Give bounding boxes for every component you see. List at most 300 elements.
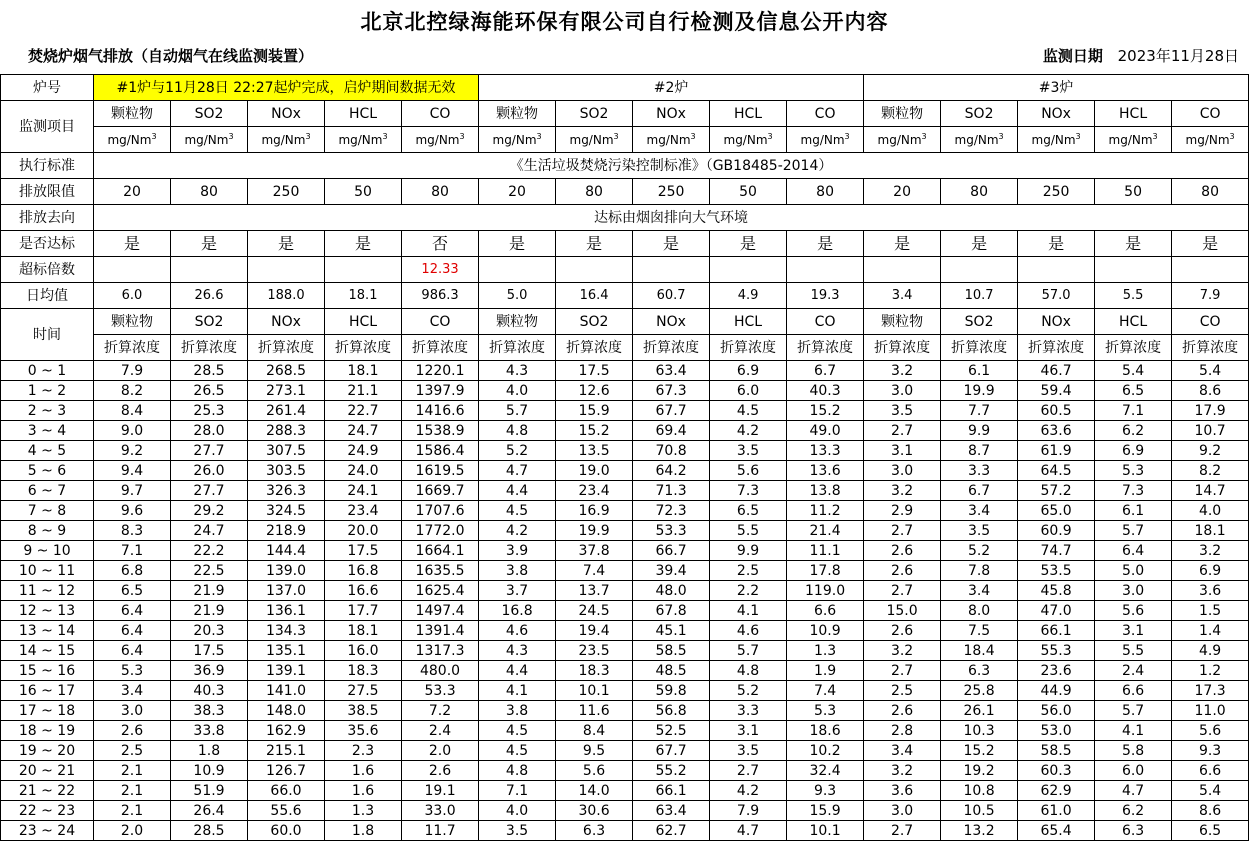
data-cell: 8.2 bbox=[1172, 461, 1249, 481]
data-cell: 71.3 bbox=[633, 481, 710, 501]
data-cell: 33.8 bbox=[171, 721, 248, 741]
data-cell: 21.4 bbox=[787, 521, 864, 541]
time-pollutant-name: CO bbox=[787, 309, 864, 335]
data-cell: 6.5 bbox=[1172, 821, 1249, 841]
data-cell: 1586.4 bbox=[402, 441, 479, 461]
unit-text: mg/Nm bbox=[1031, 132, 1076, 147]
daily-avg-value: 10.7 bbox=[941, 283, 1018, 309]
data-cell: 46.7 bbox=[1018, 361, 1095, 381]
data-cell: 480.0 bbox=[402, 661, 479, 681]
table-row bbox=[1, 601, 1249, 621]
time-pollutant-name: CO bbox=[402, 309, 479, 335]
data-cell: 69.4 bbox=[633, 421, 710, 441]
data-cell: 2.7 bbox=[864, 581, 941, 601]
unit-text: mg/Nm bbox=[646, 132, 691, 147]
data-cell: 2.7 bbox=[864, 661, 941, 681]
data-cell: 5.4 bbox=[1172, 781, 1249, 801]
data-cell: 9.0 bbox=[94, 421, 171, 441]
data-cell: 53.5 bbox=[1018, 561, 1095, 581]
compliance-value: 是 bbox=[1095, 231, 1172, 257]
pollutant-name: HCL bbox=[325, 101, 402, 127]
data-cell: 5.2 bbox=[479, 441, 556, 461]
data-cell: 3.7 bbox=[479, 581, 556, 601]
limit-value: 250 bbox=[633, 179, 710, 205]
data-cell: 1397.9 bbox=[402, 381, 479, 401]
unit-superscript: 3 bbox=[998, 131, 1004, 141]
compliance-value: 是 bbox=[1018, 231, 1095, 257]
exceed-value bbox=[171, 257, 248, 283]
data-cell: 24.7 bbox=[325, 421, 402, 441]
data-cell: 15.2 bbox=[787, 401, 864, 421]
limit-value: 250 bbox=[248, 179, 325, 205]
label-furnace: 炉号 bbox=[1, 75, 94, 101]
data-cell: 2.5 bbox=[710, 561, 787, 581]
time-range: 23 ~ 24 bbox=[1, 821, 94, 841]
label-compliant: 是否达标 bbox=[1, 231, 94, 257]
pollutant-name: NOx bbox=[633, 101, 710, 127]
data-cell: 18.6 bbox=[787, 721, 864, 741]
data-cell: 16.0 bbox=[325, 641, 402, 661]
daily-avg-value: 7.9 bbox=[1172, 283, 1249, 309]
data-cell: 1669.7 bbox=[402, 481, 479, 501]
data-cell: 26.1 bbox=[941, 701, 1018, 721]
data-cell: 6.0 bbox=[710, 381, 787, 401]
compliance-value: 否 bbox=[402, 231, 479, 257]
table-row bbox=[1, 361, 1249, 381]
time-pollutant-name: CO bbox=[1172, 309, 1249, 335]
time-range: 14 ~ 15 bbox=[1, 641, 94, 661]
data-cell: 3.4 bbox=[941, 581, 1018, 601]
label-direction: 排放去向 bbox=[1, 205, 94, 231]
standard-row bbox=[1, 153, 1249, 179]
data-cell: 1664.1 bbox=[402, 541, 479, 561]
compliance-value: 是 bbox=[710, 231, 787, 257]
daily-average-row bbox=[1, 283, 1249, 309]
data-cell: 55.6 bbox=[248, 801, 325, 821]
data-cell: 7.3 bbox=[710, 481, 787, 501]
data-cell: 26.0 bbox=[171, 461, 248, 481]
compliance-value: 是 bbox=[479, 231, 556, 257]
data-cell: 26.5 bbox=[171, 381, 248, 401]
data-cell: 8.4 bbox=[94, 401, 171, 421]
daily-avg-value: 986.3 bbox=[402, 283, 479, 309]
data-cell: 18.3 bbox=[556, 661, 633, 681]
daily-avg-value: 4.9 bbox=[710, 283, 787, 309]
data-cell: 1538.9 bbox=[402, 421, 479, 441]
table-row bbox=[1, 461, 1249, 481]
label-time: 时间 bbox=[1, 309, 94, 361]
data-cell: 4.2 bbox=[710, 781, 787, 801]
data-cell: 15.9 bbox=[556, 401, 633, 421]
data-cell: 66.0 bbox=[248, 781, 325, 801]
unit-text: mg/Nm bbox=[492, 132, 537, 147]
limit-value: 50 bbox=[1095, 179, 1172, 205]
data-cell: 22.7 bbox=[325, 401, 402, 421]
unit-superscript: 3 bbox=[305, 131, 311, 141]
data-cell: 45.1 bbox=[633, 621, 710, 641]
data-cell: 3.2 bbox=[864, 361, 941, 381]
converted-label-row bbox=[1, 335, 1249, 361]
data-cell: 6.3 bbox=[556, 821, 633, 841]
compliance-value: 是 bbox=[864, 231, 941, 257]
limit-value: 80 bbox=[556, 179, 633, 205]
data-cell: 5.6 bbox=[1095, 601, 1172, 621]
data-cell: 66.1 bbox=[633, 781, 710, 801]
data-cell: 4.6 bbox=[710, 621, 787, 641]
limit-value: 50 bbox=[325, 179, 402, 205]
data-cell: 6.8 bbox=[94, 561, 171, 581]
data-cell: 3.2 bbox=[1172, 541, 1249, 561]
daily-avg-value: 6.0 bbox=[94, 283, 171, 309]
data-cell: 47.0 bbox=[1018, 601, 1095, 621]
data-cell: 74.7 bbox=[1018, 541, 1095, 561]
time-range: 21 ~ 22 bbox=[1, 781, 94, 801]
data-cell: 5.7 bbox=[479, 401, 556, 421]
data-cell: 18.3 bbox=[325, 661, 402, 681]
data-cell: 13.3 bbox=[787, 441, 864, 461]
label-monitor-item: 监测项目 bbox=[1, 101, 94, 153]
limit-value: 20 bbox=[479, 179, 556, 205]
time-pollutant-name: NOx bbox=[633, 309, 710, 335]
time-pollutant-name: SO2 bbox=[171, 309, 248, 335]
data-cell: 10.7 bbox=[1172, 421, 1249, 441]
data-cell: 52.5 bbox=[633, 721, 710, 741]
time-range: 2 ~ 3 bbox=[1, 401, 94, 421]
exceed-value bbox=[1172, 257, 1249, 283]
data-cell: 4.7 bbox=[479, 461, 556, 481]
data-cell: 35.6 bbox=[325, 721, 402, 741]
data-cell: 3.5 bbox=[479, 821, 556, 841]
data-cell: 23.6 bbox=[1018, 661, 1095, 681]
data-cell: 10.9 bbox=[171, 761, 248, 781]
data-cell: 4.5 bbox=[479, 741, 556, 761]
time-range: 4 ~ 5 bbox=[1, 441, 94, 461]
data-cell: 7.4 bbox=[787, 681, 864, 701]
converted-concentration-label: 折算浓度 bbox=[556, 335, 633, 361]
data-cell: 9.2 bbox=[1172, 441, 1249, 461]
table-row bbox=[1, 701, 1249, 721]
data-cell: 162.9 bbox=[248, 721, 325, 741]
compliance-value: 是 bbox=[941, 231, 1018, 257]
data-cell: 61.0 bbox=[1018, 801, 1095, 821]
data-cell: 215.1 bbox=[248, 741, 325, 761]
data-cell: 2.8 bbox=[864, 721, 941, 741]
daily-avg-value: 60.7 bbox=[633, 283, 710, 309]
converted-concentration-label: 折算浓度 bbox=[248, 335, 325, 361]
data-cell: 3.1 bbox=[710, 721, 787, 741]
data-cell: 6.4 bbox=[1095, 541, 1172, 561]
data-cell: 4.1 bbox=[710, 601, 787, 621]
time-range: 3 ~ 4 bbox=[1, 421, 94, 441]
unit-cell bbox=[864, 127, 941, 153]
data-cell: 49.0 bbox=[787, 421, 864, 441]
time-range: 11 ~ 12 bbox=[1, 581, 94, 601]
data-cell: 137.0 bbox=[248, 581, 325, 601]
data-cell: 18.1 bbox=[1172, 521, 1249, 541]
unit-superscript: 3 bbox=[151, 131, 157, 141]
data-cell: 8.2 bbox=[94, 381, 171, 401]
data-cell: 2.4 bbox=[1095, 661, 1172, 681]
data-cell: 3.5 bbox=[941, 521, 1018, 541]
data-cell: 7.8 bbox=[941, 561, 1018, 581]
data-cell: 66.7 bbox=[633, 541, 710, 561]
data-cell: 1317.3 bbox=[402, 641, 479, 661]
unit-superscript: 3 bbox=[1075, 131, 1081, 141]
data-cell: 6.4 bbox=[94, 621, 171, 641]
pollutant-name: HCL bbox=[710, 101, 787, 127]
data-cell: 64.5 bbox=[1018, 461, 1095, 481]
furnace-header-row bbox=[1, 75, 1249, 101]
direction-text: 达标由烟囱排向大气环境 bbox=[94, 205, 1249, 231]
data-cell: 10.1 bbox=[787, 821, 864, 841]
unit-cell bbox=[941, 127, 1018, 153]
time-range: 9 ~ 10 bbox=[1, 541, 94, 561]
data-cell: 6.6 bbox=[787, 601, 864, 621]
data-cell: 6.6 bbox=[1172, 761, 1249, 781]
data-cell: 4.8 bbox=[479, 761, 556, 781]
data-cell: 119.0 bbox=[787, 581, 864, 601]
data-cell: 38.5 bbox=[325, 701, 402, 721]
data-cell: 6.9 bbox=[1172, 561, 1249, 581]
data-cell: 21.1 bbox=[325, 381, 402, 401]
unit-text: mg/Nm bbox=[1108, 132, 1153, 147]
data-cell: 4.6 bbox=[479, 621, 556, 641]
data-cell: 63.4 bbox=[633, 361, 710, 381]
exceed-value bbox=[1018, 257, 1095, 283]
converted-concentration-label: 折算浓度 bbox=[1172, 335, 1249, 361]
table-row bbox=[1, 421, 1249, 441]
time-pollutant-name: HCL bbox=[325, 309, 402, 335]
limit-value: 50 bbox=[710, 179, 787, 205]
data-cell: 144.4 bbox=[248, 541, 325, 561]
data-cell: 7.1 bbox=[94, 541, 171, 561]
data-cell: 3.1 bbox=[1095, 621, 1172, 641]
data-cell: 15.2 bbox=[556, 421, 633, 441]
data-cell: 17.3 bbox=[1172, 681, 1249, 701]
data-cell: 5.4 bbox=[1172, 361, 1249, 381]
data-cell: 9.9 bbox=[710, 541, 787, 561]
date-value: 2023年11月28日 bbox=[1117, 47, 1239, 65]
table-row bbox=[1, 441, 1249, 461]
limit-value: 80 bbox=[171, 179, 248, 205]
daily-avg-value: 188.0 bbox=[248, 283, 325, 309]
data-cell: 16.6 bbox=[325, 581, 402, 601]
unit-text: mg/Nm bbox=[723, 132, 768, 147]
data-cell: 3.2 bbox=[864, 481, 941, 501]
table-row bbox=[1, 781, 1249, 801]
time-range: 6 ~ 7 bbox=[1, 481, 94, 501]
unit-text: mg/Nm bbox=[877, 132, 922, 147]
data-cell: 2.6 bbox=[864, 561, 941, 581]
data-cell: 22.5 bbox=[171, 561, 248, 581]
daily-avg-value: 18.1 bbox=[325, 283, 402, 309]
data-cell: 21.9 bbox=[171, 601, 248, 621]
data-cell: 16.8 bbox=[325, 561, 402, 581]
data-cell: 2.3 bbox=[325, 741, 402, 761]
data-cell: 17.7 bbox=[325, 601, 402, 621]
converted-concentration-label: 折算浓度 bbox=[941, 335, 1018, 361]
data-cell: 1635.5 bbox=[402, 561, 479, 581]
data-cell: 7.4 bbox=[556, 561, 633, 581]
time-range: 22 ~ 23 bbox=[1, 801, 94, 821]
exceed-row bbox=[1, 257, 1249, 283]
data-cell: 6.9 bbox=[710, 361, 787, 381]
compliance-value: 是 bbox=[1172, 231, 1249, 257]
exceed-value: 12.33 bbox=[402, 257, 479, 283]
data-cell: 9.4 bbox=[94, 461, 171, 481]
data-cell: 5.6 bbox=[710, 461, 787, 481]
data-cell: 3.5 bbox=[864, 401, 941, 421]
unit-cell bbox=[94, 127, 171, 153]
unit-cell bbox=[1018, 127, 1095, 153]
exceed-value bbox=[479, 257, 556, 283]
data-cell: 4.0 bbox=[479, 381, 556, 401]
converted-concentration-label: 折算浓度 bbox=[94, 335, 171, 361]
data-cell: 19.9 bbox=[941, 381, 1018, 401]
data-cell: 3.9 bbox=[479, 541, 556, 561]
data-cell: 4.2 bbox=[710, 421, 787, 441]
data-cell: 1.6 bbox=[325, 781, 402, 801]
data-cell: 19.9 bbox=[556, 521, 633, 541]
unit-cell bbox=[710, 127, 787, 153]
data-cell: 6.7 bbox=[787, 361, 864, 381]
data-cell: 3.0 bbox=[94, 701, 171, 721]
converted-concentration-label: 折算浓度 bbox=[633, 335, 710, 361]
data-cell: 4.1 bbox=[1095, 721, 1172, 741]
data-cell: 9.9 bbox=[941, 421, 1018, 441]
data-cell: 6.9 bbox=[1095, 441, 1172, 461]
data-cell: 139.0 bbox=[248, 561, 325, 581]
daily-avg-value: 26.6 bbox=[171, 283, 248, 309]
data-cell: 1.3 bbox=[325, 801, 402, 821]
unit-superscript: 3 bbox=[690, 131, 696, 141]
data-cell: 9.5 bbox=[556, 741, 633, 761]
data-cell: 19.0 bbox=[556, 461, 633, 481]
time-range: 0 ~ 1 bbox=[1, 361, 94, 381]
compliance-value: 是 bbox=[248, 231, 325, 257]
table-row bbox=[1, 581, 1249, 601]
data-cell: 5.2 bbox=[710, 681, 787, 701]
data-cell: 2.4 bbox=[402, 721, 479, 741]
data-cell: 7.9 bbox=[94, 361, 171, 381]
label-exceed: 超标倍数 bbox=[1, 257, 94, 283]
time-pollutant-name: NOx bbox=[1018, 309, 1095, 335]
data-cell: 4.7 bbox=[710, 821, 787, 841]
data-cell: 4.2 bbox=[479, 521, 556, 541]
data-cell: 15.0 bbox=[864, 601, 941, 621]
data-cell: 7.1 bbox=[479, 781, 556, 801]
data-cell: 19.4 bbox=[556, 621, 633, 641]
converted-concentration-label: 折算浓度 bbox=[402, 335, 479, 361]
data-cell: 324.5 bbox=[248, 501, 325, 521]
data-cell: 45.8 bbox=[1018, 581, 1095, 601]
unit-superscript: 3 bbox=[1229, 131, 1235, 141]
converted-concentration-label: 折算浓度 bbox=[325, 335, 402, 361]
data-cell: 11.6 bbox=[556, 701, 633, 721]
data-cell: 5.3 bbox=[1095, 461, 1172, 481]
unit-cell bbox=[402, 127, 479, 153]
data-cell: 268.5 bbox=[248, 361, 325, 381]
table-row bbox=[1, 661, 1249, 681]
exceed-value bbox=[941, 257, 1018, 283]
unit-superscript: 3 bbox=[382, 131, 388, 141]
data-cell: 2.6 bbox=[864, 701, 941, 721]
compliance-value: 是 bbox=[94, 231, 171, 257]
data-cell: 40.3 bbox=[171, 681, 248, 701]
data-cell: 1220.1 bbox=[402, 361, 479, 381]
unit-superscript: 3 bbox=[613, 131, 619, 141]
time-range: 7 ~ 8 bbox=[1, 501, 94, 521]
data-cell: 6.1 bbox=[1095, 501, 1172, 521]
data-cell: 2.1 bbox=[94, 781, 171, 801]
data-cell: 3.5 bbox=[710, 441, 787, 461]
exceed-value bbox=[325, 257, 402, 283]
data-cell: 66.1 bbox=[1018, 621, 1095, 641]
unit-text: mg/Nm bbox=[338, 132, 383, 147]
data-cell: 24.5 bbox=[556, 601, 633, 621]
unit-text: mg/Nm bbox=[1185, 132, 1230, 147]
exceed-value bbox=[633, 257, 710, 283]
table-row bbox=[1, 761, 1249, 781]
pollutant-name: CO bbox=[402, 101, 479, 127]
unit-superscript: 3 bbox=[536, 131, 542, 141]
unit-text: mg/Nm bbox=[415, 132, 460, 147]
data-cell: 13.7 bbox=[556, 581, 633, 601]
data-cell: 10.3 bbox=[941, 721, 1018, 741]
data-cell: 18.1 bbox=[325, 621, 402, 641]
exceed-value bbox=[94, 257, 171, 283]
table-row bbox=[1, 401, 1249, 421]
time-header-row bbox=[1, 309, 1249, 335]
exceed-value bbox=[864, 257, 941, 283]
time-pollutant-name: SO2 bbox=[941, 309, 1018, 335]
data-cell: 26.4 bbox=[171, 801, 248, 821]
data-cell: 9.3 bbox=[787, 781, 864, 801]
data-cell: 8.4 bbox=[556, 721, 633, 741]
time-range: 19 ~ 20 bbox=[1, 741, 94, 761]
data-cell: 303.5 bbox=[248, 461, 325, 481]
time-pollutant-name: NOx bbox=[248, 309, 325, 335]
data-cell: 3.0 bbox=[864, 801, 941, 821]
data-cell: 126.7 bbox=[248, 761, 325, 781]
data-cell: 6.7 bbox=[941, 481, 1018, 501]
data-cell: 20.3 bbox=[171, 621, 248, 641]
data-cell: 5.6 bbox=[1172, 721, 1249, 741]
data-cell: 17.8 bbox=[787, 561, 864, 581]
data-cell: 4.5 bbox=[479, 501, 556, 521]
unit-superscript: 3 bbox=[459, 131, 465, 141]
data-cell: 5.4 bbox=[1095, 361, 1172, 381]
pollutant-name: 颗粒物 bbox=[864, 101, 941, 127]
converted-concentration-label: 折算浓度 bbox=[710, 335, 787, 361]
time-pollutant-name: HCL bbox=[710, 309, 787, 335]
data-cell: 326.3 bbox=[248, 481, 325, 501]
data-cell: 62.9 bbox=[1018, 781, 1095, 801]
data-cell: 6.5 bbox=[710, 501, 787, 521]
data-cell: 3.0 bbox=[864, 461, 941, 481]
data-cell: 2.5 bbox=[864, 681, 941, 701]
data-cell: 6.2 bbox=[1095, 421, 1172, 441]
data-cell: 10.2 bbox=[787, 741, 864, 761]
data-cell: 4.9 bbox=[1172, 641, 1249, 661]
pollutant-name: SO2 bbox=[941, 101, 1018, 127]
data-cell: 6.4 bbox=[94, 641, 171, 661]
data-cell: 134.3 bbox=[248, 621, 325, 641]
unit-cell bbox=[1095, 127, 1172, 153]
data-cell: 3.4 bbox=[941, 501, 1018, 521]
pollutant-row bbox=[1, 101, 1249, 127]
label-limit: 排放限值 bbox=[1, 179, 94, 205]
